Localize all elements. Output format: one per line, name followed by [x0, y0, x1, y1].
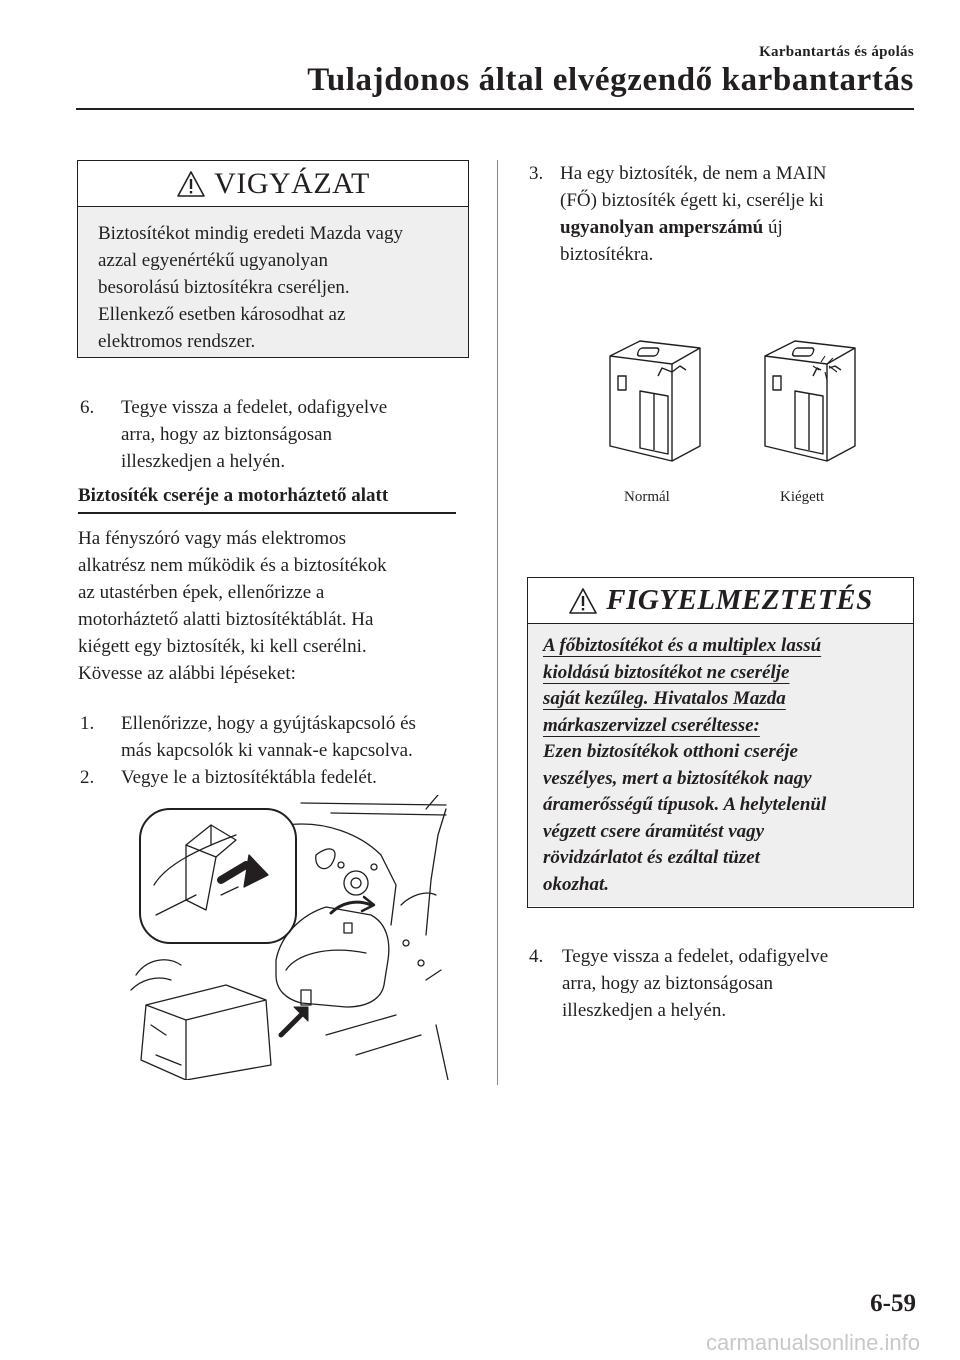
warning-line: veszélyes, mert a biztosítékok nagy [543, 767, 812, 789]
step-line: (FŐ) biztosíték égett ki, cserélje ki [560, 190, 824, 211]
warning-line: áramerősségű típusok. A helytelenül [543, 794, 827, 815]
subheading-rule [78, 512, 456, 514]
warning-line: rövidzárlatot és ezáltal tüzet [543, 847, 760, 868]
step-number: 1. [80, 713, 95, 734]
warning-title: FIGYELMEZTETÉS [606, 584, 873, 616]
caution-line: besorolású biztosítékra cseréljen. [98, 277, 350, 298]
intro-line: motorháztető alatti biztosítéktáblát. Ha [78, 609, 374, 630]
step-number: 4. [529, 946, 544, 967]
warning-line: kioldású biztosítékot ne cserélje [543, 661, 790, 683]
step-line: Tegye vissza a fedelet, odafigyelve [121, 397, 388, 418]
warning-line: A főbiztosítékot és a multiplex lassú [543, 635, 822, 656]
header-rule [76, 108, 914, 110]
caution-title: VIGYÁZAT [214, 166, 370, 200]
warning-line: okozhat. [543, 873, 609, 895]
step-number: 3. [529, 163, 544, 184]
fuse-box-cover-illustration [126, 795, 462, 1080]
emphasis-text: ugyanolyan amperszámú [560, 217, 764, 238]
intro-line: alkatrész nem működik és a biztosítékok [78, 555, 387, 576]
page-title: Tulajdonos által elvégzendő karbantartás [307, 62, 914, 98]
step-line: más kapcsolók ki vannak-e kapcsolva. [121, 740, 413, 761]
warning-triangle-icon [176, 170, 206, 198]
step-line: Ellenőrizze, hogy a gyújtáskapcsoló és [121, 713, 416, 734]
step-line: biztosítékra. [560, 244, 654, 265]
warning-line: végzett csere áramütést vagy [543, 820, 765, 842]
caution-header [78, 161, 468, 207]
warning-line: saját kezűleg. Hivatalos Mazda [543, 688, 786, 709]
intro-paragraph [78, 525, 478, 687]
step-text: új [763, 217, 783, 238]
watermark: carmanualsonline.info [705, 1330, 920, 1355]
warning-header [528, 578, 913, 624]
step-number: 2. [80, 767, 95, 788]
caution-body [78, 207, 468, 357]
step-2 [80, 764, 490, 791]
intro-line: kiégett egy biztosíték, ki kell cserélni. [78, 636, 367, 657]
step-1 [80, 710, 490, 764]
step-line [560, 214, 929, 241]
step-6 [80, 394, 480, 475]
warning-box [527, 577, 914, 908]
caution-box [77, 160, 469, 358]
caution-line: Biztosítékot mindig eredeti Mazda vagy [98, 223, 403, 244]
subheading: Biztosíték cseréje a motorháztető alatt [78, 485, 389, 506]
page-number: 6-59 [870, 1290, 916, 1317]
step-line: Ha egy biztosíték, de nem a MAIN [560, 163, 827, 184]
warning-triangle-icon [568, 587, 598, 615]
step-4 [529, 943, 929, 1024]
step-line: arra, hogy az biztonságosan [121, 424, 333, 445]
blown-fuse-icon [765, 341, 855, 461]
normal-fuse-icon [610, 341, 700, 461]
section-label: Karbantartás és ápolás [759, 44, 914, 60]
intro-line: az utastérben épek, ellenőrizze a [78, 582, 325, 603]
step-number: 6. [80, 397, 95, 418]
caption-normal: Normál [624, 489, 670, 505]
caption-blown: Kiégett [780, 489, 825, 505]
step-line: illeszkedjen a helyén. [562, 1000, 727, 1021]
warning-line: márkaszervizzel cseréltesse: [543, 714, 760, 736]
intro-line: Kövesse az alábbi lépéseket: [78, 663, 296, 684]
step-line: illeszkedjen a helyén. [121, 451, 286, 472]
warning-body [528, 624, 913, 906]
warning-line: Ezen biztosítékok otthoni cseréje [543, 741, 798, 762]
step-line: Tegye vissza a fedelet, odafigyelve [562, 946, 829, 967]
caution-line: azzal egyenértékű ugyanolyan [98, 250, 328, 271]
fuse-comparison-figure [600, 336, 860, 466]
step-line: Vegye le a biztosítéktábla fedelét. [121, 767, 377, 788]
step-3 [529, 160, 929, 268]
caution-line: Ellenkező esetben károsodhat az [98, 304, 346, 325]
intro-line: Ha fényszóró vagy más elektromos [78, 528, 347, 549]
column-divider [497, 160, 498, 1085]
caution-line: elektromos rendszer. [98, 331, 256, 352]
step-line: arra, hogy az biztonságosan [562, 973, 774, 994]
